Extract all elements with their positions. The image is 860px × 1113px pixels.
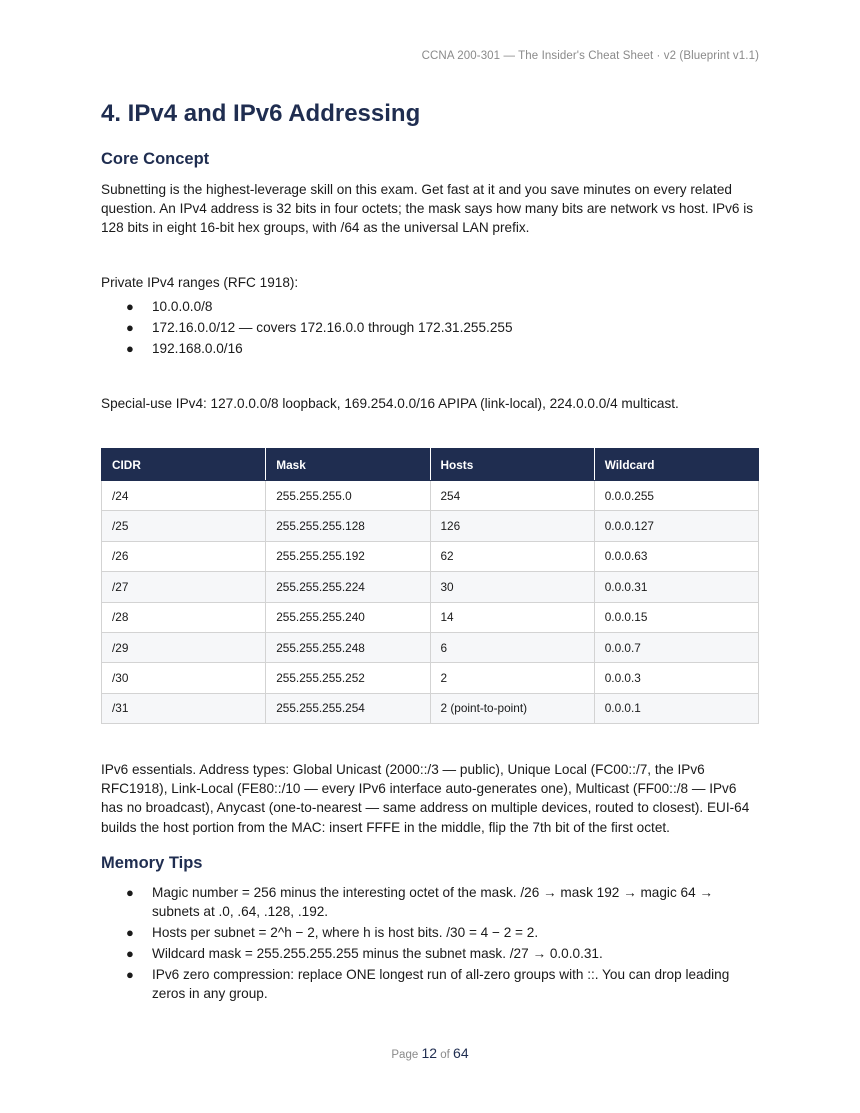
bullet-icon: ●	[126, 925, 134, 941]
table-cell: 0.0.0.3	[594, 663, 758, 693]
memory-tip-text: Hosts per subnet = 2^h − 2, where h is host bits. /30 = 4 − 2 = 2.	[152, 925, 539, 941]
table-cell: 0.0.0.15	[594, 602, 758, 632]
list-item	[101, 318, 759, 337]
column-header-hosts: Hosts	[430, 449, 594, 481]
table-row	[102, 693, 759, 723]
bullet-icon: ●	[126, 946, 134, 962]
table-cell: /27	[102, 572, 266, 602]
table-cell: 255.255.255.192	[266, 541, 430, 571]
table-cell: 30	[430, 572, 594, 602]
special-use-text: Special-use IPv4: 127.0.0.0/8 loopback, 169.254.0.0/16 APIPA (link-local), 224.0.0.0/4 multicast.	[101, 396, 679, 411]
bullet-icon: ●	[126, 320, 134, 335]
memory-tip-text: Wildcard mask = 255.255.255.255 minus the subnet mask. /27 → 0.0.0.31.	[152, 946, 603, 962]
list-item	[101, 944, 759, 963]
table-cell: 255.255.255.0	[266, 481, 430, 511]
table-cell: 255.255.255.240	[266, 602, 430, 632]
list-item	[101, 923, 759, 942]
table-cell: 2 (point-to-point)	[430, 693, 594, 723]
page-number: 12	[421, 1045, 438, 1061]
table-cell: 2	[430, 663, 594, 693]
table-cell: /24	[102, 481, 266, 511]
table-cell: 6	[430, 632, 594, 662]
table-cell: /31	[102, 693, 266, 723]
list-item	[101, 339, 759, 358]
column-header-cidr: CIDR	[102, 449, 266, 481]
section-title: 4. IPv4 and IPv6 Addressing	[101, 100, 421, 127]
bullet-icon: ●	[126, 885, 134, 900]
table-cell: 0.0.0.7	[594, 632, 758, 662]
memory-tip-text: IPv6 zero compression: replace ONE longest run of all-zero groups with ::. You can drop leading zeros in any group.	[152, 967, 730, 1002]
column-header-mask: Mask	[266, 449, 430, 481]
table-row	[102, 572, 759, 602]
total-pages: 64	[453, 1045, 469, 1061]
core-concept-heading: Core Concept	[101, 150, 210, 168]
bullet-icon: ●	[126, 299, 134, 314]
of-word: of	[440, 1049, 450, 1061]
table-row	[102, 481, 759, 511]
list-item	[101, 297, 759, 316]
table-cell: 14	[430, 602, 594, 632]
table-row	[102, 511, 759, 541]
bullet-icon: ●	[126, 967, 134, 983]
table-cell: 0.0.0.255	[594, 481, 758, 511]
table-cell: 0.0.0.127	[594, 511, 758, 541]
table-cell: 255.255.255.252	[266, 663, 430, 693]
table-cell: 62	[430, 541, 594, 571]
memory-tips-heading: Memory Tips	[101, 854, 203, 872]
table-cell: /28	[102, 602, 266, 632]
table-cell: 254	[430, 481, 594, 511]
table-cell: 255.255.255.248	[266, 632, 430, 662]
bullet-icon: ●	[126, 341, 134, 356]
table-cell: 0.0.0.31	[594, 572, 758, 602]
page-footer	[0, 1045, 860, 1061]
running-header: CCNA 200-301 — The Insider's Cheat Sheet · v2 (Blueprint v1.1)	[421, 50, 759, 62]
private-range-text: 10.0.0.0/8	[152, 299, 213, 314]
table-row	[102, 602, 759, 632]
table-cell: 255.255.255.224	[266, 572, 430, 602]
table-cell: 255.255.255.254	[266, 693, 430, 723]
private-ranges-list	[101, 297, 759, 360]
page-word: Page	[391, 1049, 419, 1061]
table-cell: /25	[102, 511, 266, 541]
table-cell: 0.0.0.1	[594, 693, 758, 723]
table-cell: 255.255.255.128	[266, 511, 430, 541]
private-ranges-label: Private IPv4 ranges (RFC 1918):	[101, 275, 299, 290]
private-range-text: 172.16.0.0/12 — covers 172.16.0.0 through 172.31.255.255	[152, 320, 513, 335]
list-item	[101, 883, 759, 921]
table-row	[102, 632, 759, 662]
table-cell: /26	[102, 541, 266, 571]
table-cell: 126	[430, 511, 594, 541]
ipv6-essentials-text: IPv6 essentials. Address types: Global Unicast (2000::/3 — public), Unique Local (FC00::/7, the IPv6 RFC1918), Link-Local (FE80::/10 — every IPv6 interface auto-generates one), Multicast (FF00::/8 — IPv6 has no broadcast), Anycast (one-to-nearest — same address on multiple devices, routed to closest). EUI-64 builds the host portion from the MAC: insert FFFE in the middle, flip the 7th bit of the first octet.	[101, 762, 750, 835]
core-concept-intro: Subnetting is the highest-leverage skill on this exam. Get fast at it and you save minutes on every related question. An IPv4 address is 32 bits in four octets; the mask says how many bits are network vs host. IPv6 is 128 bits in eight 16-bit hex groups, with /64 as the universal LAN prefix.	[101, 182, 754, 236]
table-header-row	[102, 449, 759, 481]
table-row	[102, 663, 759, 693]
private-range-text: 192.168.0.0/16	[152, 341, 243, 356]
column-header-wildcard: Wildcard	[594, 449, 758, 481]
table-row	[102, 541, 759, 571]
list-item	[101, 965, 759, 1003]
memory-tips-list	[101, 883, 759, 1005]
table-cell: /30	[102, 663, 266, 693]
table-cell: 0.0.0.63	[594, 541, 758, 571]
cidr-table	[101, 448, 759, 724]
table-cell: /29	[102, 632, 266, 662]
memory-tip-text: Magic number = 256 minus the interesting octet of the mask. /26 → mask 192 → magic 64 → subnets at .0, .64, .128, .192.	[152, 885, 714, 920]
